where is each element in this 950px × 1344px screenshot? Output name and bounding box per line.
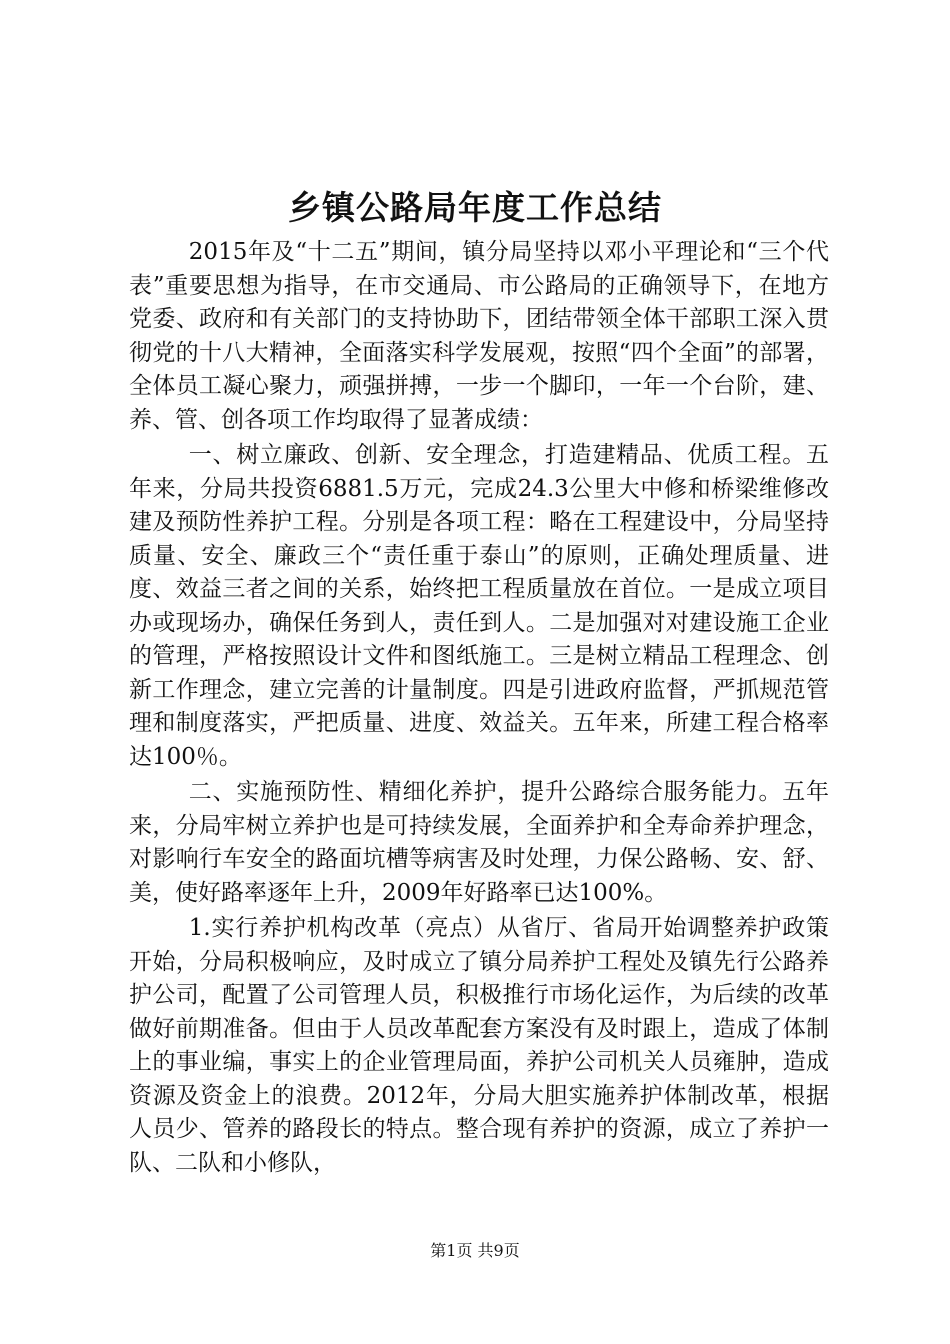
paragraph-intro: 2015年及“十二五”期间，镇分局坚持以邓小平理论和“三个代表”重要思想为指导，在市交通局、市公路局的正确领导下，在地方党委、政府和有关部门的支持协助下，团结带领全体干部职工深入贯彻党的十八大精神，全面落实科学发展观，按照“四个全面”的部署，全体员工凝心聚力，顽强拼搏，一步一个脚印，一年一个台阶，建、养、管、创各项工作均取得了显著成绩： [129,239,829,433]
paragraph-section-1: 一、树立廉政、创新、安全理念，打造建精品、优质工程。五年来，分局共投资6881.5万元，完成24.3公里大中修和桥梁维修改建及预防性养护工程。分别是各项工程：略在工程建设中，分局坚持质量、安全、廉政三个“责任重于泰山”的原则，正确处理质量、进度、效益三者之间的关系，始终把工程质量放在首位。一是成立项目办或现场办，确保任务到人，责任到人。二是加强对对建设施工企业的管理，严格按照设计文件和图纸施工。三是树立精品工程理念、创新工作理念，建立完善的计量制度。四是引进政府监督，严抓规范管理和制度落实，严把质量、进度、效益关。五年来，所建工程合格率达100％。 [129,442,829,770]
paragraph-item-1: 1.实行养护机构改革（亮点）从省厅、省局开始调整养护政策开始，分局积极响应，及时成立了镇分局养护工程处及镇先行公路养护公司，配置了公司管理人员，积极推行市场化运作，为后续的改革做好前期准备。但由于人员改革配套方案没有及时跟上，造成了体制上的事业编，事实上的企业管理局面，养护公司机关人员雍肿，造成资源及资金上的浪费。2012年，分局大胆实施养护体制改革，根据人员少、管养的路段长的特点。整合现有养护的资源，成立了养护一队、二队和小修队， [129,915,829,1176]
document-title: 乡镇公路局年度工作总结 [288,188,662,227]
document-body [129,236,829,1180]
paragraph-section-2: 二、实施预防性、精细化养护，提升公路综合服务能力。五年来，分局牢树立养护也是可持续发展，全面养护和全寿命养护理念，对影响行车安全的路面坑槽等病害及时处理，力保公路畅、安、舒、美，使好路率逐年上升，2009年好路率已达100%。 [129,779,829,906]
page-number: 第1页 共9页 [430,1241,520,1260]
